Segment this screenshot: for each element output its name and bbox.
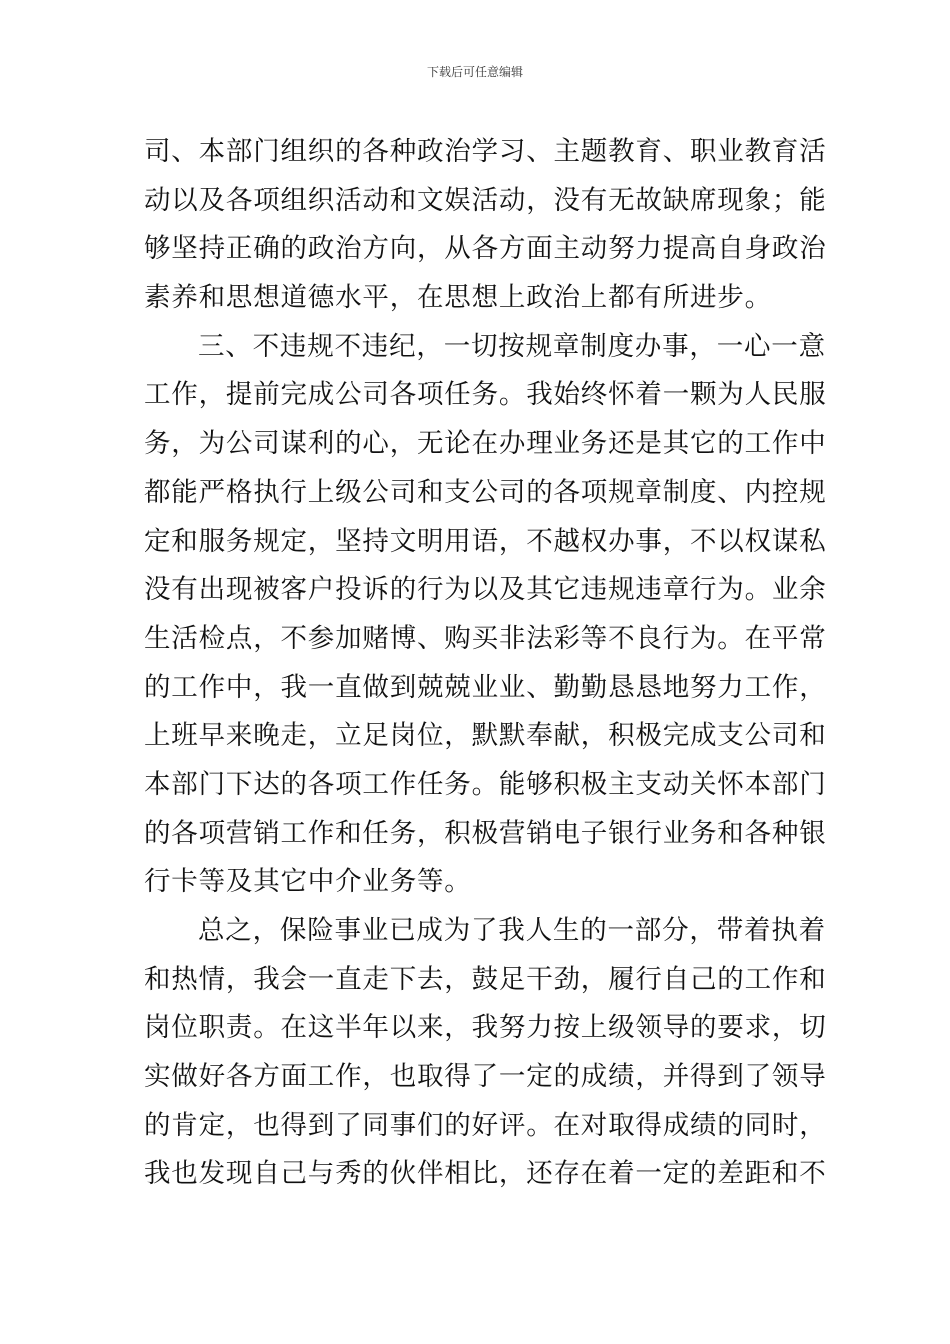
text-line: 和热情，我会一直走下去，鼓足干劲，履行自己的工作和 [144, 963, 827, 995]
paragraph [144, 323, 827, 907]
text-line: 生活检点，不参加赌博、购买非法彩等不良行为。在平常 [144, 622, 827, 654]
text-line: 动以及各项组织活动和文娱活动，没有无故缺席现象；能 [144, 184, 827, 216]
text-line: 行卡等及其它中介业务等。 [144, 866, 472, 898]
text-line: 三、不违规不违纪，一切按规章制度办事，一心一意 [198, 330, 826, 362]
text-line: 的工作中，我一直做到兢兢业业、勤勤恳恳地努力工作， [144, 671, 827, 703]
text-line: 总之，保险事业已成为了我人生的一部分，带着执着 [198, 915, 826, 946]
text-line: 岗位职责。在这半年以来，我努力按上级领导的要求，切 [144, 1012, 827, 1044]
text-line: 都能严格执行上级公司和支公司的各项规章制度、内控规 [144, 476, 827, 508]
text-line: 素养和思想道德水平，在思想上政治上都有所进步。 [144, 282, 772, 314]
text-line: 实做好各方面工作，也取得了一定的成绩，并得到了领导 [144, 1061, 827, 1093]
text-line: 工作，提前完成公司各项任务。我始终怀着一颗为人民服 [144, 379, 827, 411]
text-line: 的肯定，也得到了同事们的好评。在对取得成绩的同时， [144, 1109, 827, 1141]
text-line: 司、本部门组织的各种政治学习、主题教育、职业教育活 [144, 136, 827, 167]
text-line: 务，为公司谋利的心，无论在办理业务还是其它的工作中 [144, 428, 827, 460]
text-line: 我也发现自己与秀的伙伴相比，还存在着一定的差距和不 [144, 1158, 827, 1190]
paragraph [144, 128, 827, 323]
text-line: 本部门下达的各项工作任务。能够积极主支动关怀本部门 [144, 768, 827, 800]
text-line: 没有出现被客户投诉的行为以及其它违规违章行为。业余 [144, 574, 827, 606]
text-line: 的各项营销工作和任务，积极营销电子银行业务和各种银 [144, 817, 827, 849]
text-line: 定和服务规定，坚持文明用语，不越权办事，不以权谋私 [144, 525, 827, 557]
paragraph [144, 907, 827, 1199]
document-body [144, 128, 827, 1199]
page-header: 下载后可任意编辑 [426, 65, 523, 79]
text-line: 上班早来晚走，立足岗位，默默奉献，积极完成支公司和 [144, 720, 827, 752]
text-line: 够坚持正确的政治方向，从各方面主动努力提高自身政治 [144, 233, 827, 265]
